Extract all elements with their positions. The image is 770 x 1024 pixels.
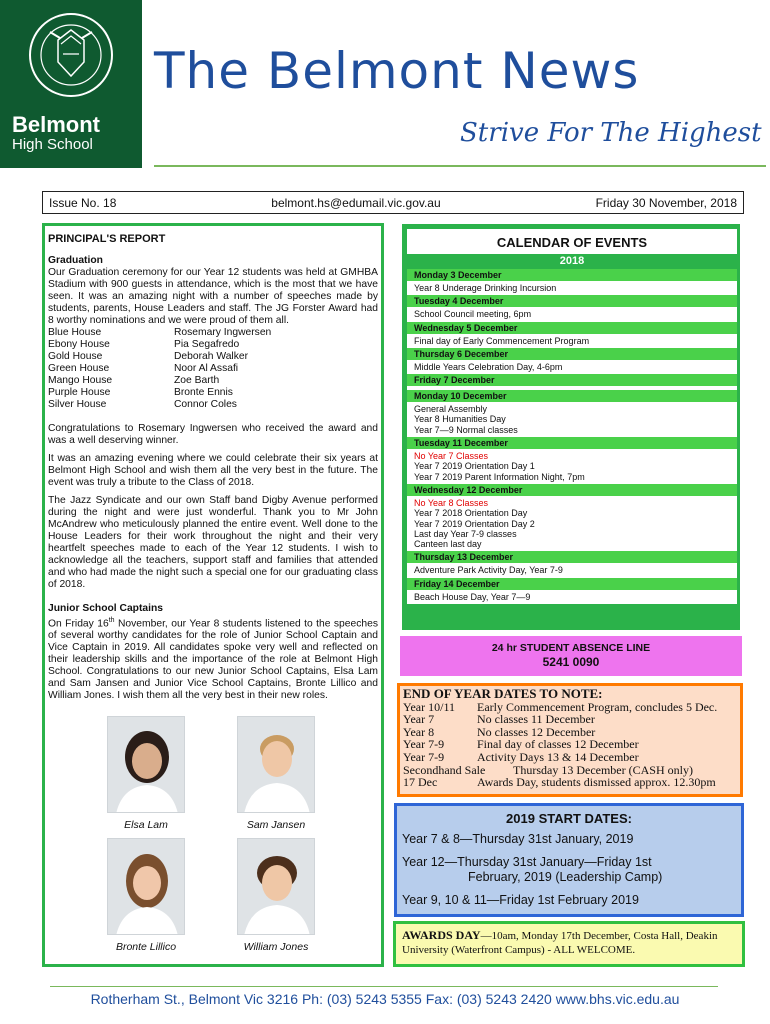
eoy-title: END OF YEAR DATES TO NOTE: xyxy=(403,686,603,701)
evening-paragraph: It was an amazing evening where we could celebrate their six years at Belmont High School and wish them all the very best in the future. The event was truly a tribute to the Class of 2018. xyxy=(48,453,378,488)
start-year9-11: Year 9, 10 & 11—Friday 1st February 2019 xyxy=(402,893,639,907)
calendar-day-heading: Monday 3 December xyxy=(407,269,737,281)
photo-william-jones xyxy=(237,838,315,935)
eoy-who: Year 7-9 xyxy=(403,749,445,764)
calendar-day-heading: Wednesday 12 December xyxy=(407,484,737,496)
calendar-event: Middle Years Celebration Day, 4-6pm xyxy=(414,361,563,372)
calendar-day-heading: Tuesday 4 December xyxy=(407,295,737,307)
calendar-list xyxy=(407,269,737,604)
nominee-name: Deborah Walker xyxy=(174,351,249,362)
calendar-event: No Year 7 Classes xyxy=(414,451,489,462)
house-row xyxy=(48,327,378,339)
calendar-event: Last day Year 7-9 classes xyxy=(414,528,517,539)
calendar-of-events xyxy=(402,224,740,630)
calendar-day-events xyxy=(407,402,737,437)
caption-elsa-lam: Elsa Lam xyxy=(124,819,168,831)
captains-date: On Friday 16 xyxy=(48,618,109,630)
eoy-what: Awards Day, students dismissed approx. 12.30pm xyxy=(477,775,716,790)
house-nominees xyxy=(48,327,378,411)
congrats-paragraph: Congratulations to Rosemary Ingwersen who received the award and was a well deserving winner. xyxy=(48,423,378,446)
eoy-rows xyxy=(403,701,737,789)
calendar-day-events xyxy=(407,449,737,484)
nominee-name: Rosemary Ingwersen xyxy=(174,327,272,338)
eoy-who: 17 Dec xyxy=(403,775,438,790)
house-name: Green House xyxy=(48,363,110,374)
nominee-name: Bronte Ennis xyxy=(174,387,233,398)
caption-william-jones: William Jones xyxy=(243,941,309,953)
graduation-paragraph: Our Graduation ceremony for our Year 12 students was held at GMHBA Stadium with 900 guests in attendance, which is the most that we have seen. It was an amazing night with a number of speeches made by students, parents, House Leaders and staff. The JG Forster Award had 8 worthy nominations and we were proud of them all. xyxy=(48,267,378,326)
eoy-what: Thursday 13 December (CASH only) xyxy=(513,762,693,777)
captains-paragraph xyxy=(48,615,378,702)
calendar-title: CALENDAR OF EVENTS xyxy=(407,229,737,254)
school-subtitle: High School xyxy=(12,136,93,153)
photo-bronte-lillico xyxy=(107,838,185,935)
jazz-paragraph: The Jazz Syndicate and our own Staff band Digby Avenue performed during the night and were just wonderful. Thank you to Mr John McAndrew who meticulously planned the entire event. Well done to the House Leaders for their work throughout the night and their very heartfelt speeches made to each of the Year 12 students. I wish to acknowledge all the teachers, support staff and families that attended and who had made the night such a special one for our graduating class of 2018. xyxy=(48,495,378,590)
photo-elsa-lam xyxy=(107,716,185,813)
eoy-row xyxy=(403,776,737,789)
house-name: Gold House xyxy=(48,351,103,362)
calendar-event: Year 7 2019 Orientation Day 2 xyxy=(414,518,535,529)
house-row xyxy=(48,339,378,351)
calendar-year: 2018 xyxy=(559,255,585,267)
calendar-day-heading: Monday 10 December xyxy=(407,390,737,402)
calendar-day-heading: Wednesday 5 December xyxy=(407,322,737,334)
house-name: Blue House xyxy=(48,327,102,338)
principals-report xyxy=(42,223,384,967)
masthead-slogan: Strive For The Highest xyxy=(460,118,762,148)
calendar-event: Beach House Day, Year 7—9 xyxy=(414,591,531,602)
eoy-who: Year 7 xyxy=(403,712,435,727)
school-crest-icon xyxy=(18,10,124,108)
start-dates-title: 2019 START DATES: xyxy=(506,811,632,826)
calendar-event: Adventure Park Activity Day, Year 7-9 xyxy=(414,565,563,576)
school-name: Belmont xyxy=(12,112,100,137)
start-year12: Year 12—Thursday 31st January—Friday 1st xyxy=(402,855,652,869)
calendar-event: General Assembly xyxy=(414,404,488,415)
eoy-what: Activity Days 13 & 14 December xyxy=(477,749,639,764)
house-name: Ebony House xyxy=(48,339,110,350)
captains-heading: Junior School Captains xyxy=(48,603,163,614)
nominee-name: Pia Segafredo xyxy=(174,339,240,350)
calendar-day-events xyxy=(407,590,737,604)
issue-date: Friday 30 November, 2018 xyxy=(595,195,737,210)
caption-bronte-lillico: Bronte Lillico xyxy=(115,941,177,953)
absence-label: 24 hr STUDENT ABSENCE LINE xyxy=(491,642,651,654)
start-dates-2019 xyxy=(394,803,744,917)
nominee-name: Connor Coles xyxy=(174,399,237,410)
calendar-event: Year 7 2018 Orientation Day xyxy=(414,508,528,519)
awards-text: —10am, Monday 17th December, Costa Hall, Deakin University (Waterfront Campus) - ALL WELCOME. xyxy=(402,930,718,956)
calendar-day-heading: Friday 14 December xyxy=(407,578,737,590)
calendar-day-heading: Thursday 13 December xyxy=(407,551,737,563)
end-of-year-dates xyxy=(397,683,743,797)
calendar-event: Canteen last day xyxy=(414,539,482,550)
photo-sam-jansen xyxy=(237,716,315,813)
calendar-event: Year 7 2019 Orientation Day 1 xyxy=(414,461,535,472)
calendar-event: Final day of Early Commencement Program xyxy=(414,335,590,346)
house-row xyxy=(48,399,378,411)
contact-email[interactable]: belmont.hs@edumail.vic.gov.au xyxy=(271,195,441,210)
house-row xyxy=(48,375,378,387)
footer-contact: Rotherham St., Belmont Vic 3216 Ph: (03) 5243 5355 Fax: (03) 5243 2420 www.bhs.vic.edu.au xyxy=(90,991,680,1007)
calendar-day-events xyxy=(407,281,737,295)
graduation-heading: Graduation xyxy=(48,255,103,266)
calendar-day-heading: Friday 7 December xyxy=(407,374,737,386)
caption-sam-jansen: Sam Jansen xyxy=(246,819,306,831)
eoy-who: Year 8 xyxy=(403,724,435,739)
issue-bar xyxy=(42,191,744,214)
eoy-who: Secondhand Sale xyxy=(403,762,486,777)
start-year7-8: Year 7 & 8—Thursday 31st January, 2019 xyxy=(402,832,634,846)
report-heading: PRINCIPAL'S REPORT xyxy=(48,233,166,245)
awards-title: AWARDS DAY xyxy=(402,928,481,942)
nominee-name: Noor Al Assafi xyxy=(174,363,239,374)
nominee-name: Zoe Barth xyxy=(174,375,220,386)
calendar-event: Year 8 Underage Drinking Incursion xyxy=(414,283,557,293)
captains-text: November, our Year 8 students listened to the speeches of several worthy candidates for the role of Junior School Captain and Vice Captain in 2019. All candidates spoke very well and reflected on their leadership skills and the importance of the role at Belmont High School. Congratulations to our new Junior School Captains, Elsa Lam and Sam Jansen and Junior Vice School Captains, Bronte Lillico and William Jones. I wish them all the very best in their new roles. xyxy=(48,618,378,702)
house-row xyxy=(48,363,378,375)
house-name: Purple House xyxy=(48,387,111,398)
house-row xyxy=(48,351,378,363)
eoy-what: Early Commencement Program, concludes 5 Dec. xyxy=(477,699,718,714)
eoy-row xyxy=(403,751,737,764)
calendar-event: Year 7—9 Normal classes xyxy=(414,424,518,435)
eoy-who: Year 10/11 xyxy=(403,699,456,714)
awards-day xyxy=(393,921,745,967)
eoy-what: Final day of classes 12 December xyxy=(477,737,639,752)
calendar-day-events xyxy=(407,334,737,348)
absence-line xyxy=(400,636,742,676)
calendar-day-events xyxy=(407,563,737,577)
eoy-what: No classes 11 December xyxy=(477,712,595,727)
calendar-day-heading: Tuesday 11 December xyxy=(407,437,737,449)
house-row xyxy=(48,387,378,399)
eoy-what: No classes 12 December xyxy=(477,724,596,739)
house-name: Silver House xyxy=(48,399,107,410)
eoy-row xyxy=(403,713,737,726)
calendar-day-events xyxy=(407,360,737,374)
house-name: Mango House xyxy=(48,375,113,386)
issue-number: Issue No. 18 xyxy=(49,195,117,210)
calendar-event: Year 8 Humanities Day xyxy=(414,414,506,425)
header-divider xyxy=(154,165,766,167)
calendar-day-heading: Thursday 6 December xyxy=(407,348,737,360)
calendar-day-events xyxy=(407,496,737,551)
calendar-event: School Council meeting, 6pm xyxy=(414,309,532,320)
masthead-title: The Belmont News xyxy=(154,42,640,100)
footer-divider xyxy=(50,986,718,987)
calendar-day-events xyxy=(407,307,737,321)
eoy-who: Year 7-9 xyxy=(403,737,445,752)
calendar-event: No Year 8 Classes xyxy=(414,497,489,508)
ordinal-suffix: th xyxy=(108,617,115,624)
absence-number[interactable]: 5241 0090 xyxy=(542,655,600,669)
start-year12-cont: February, 2019 (Leadership Camp) xyxy=(468,870,663,884)
calendar-event: Year 7 2019 Parent Information Night, 7pm xyxy=(414,471,585,482)
